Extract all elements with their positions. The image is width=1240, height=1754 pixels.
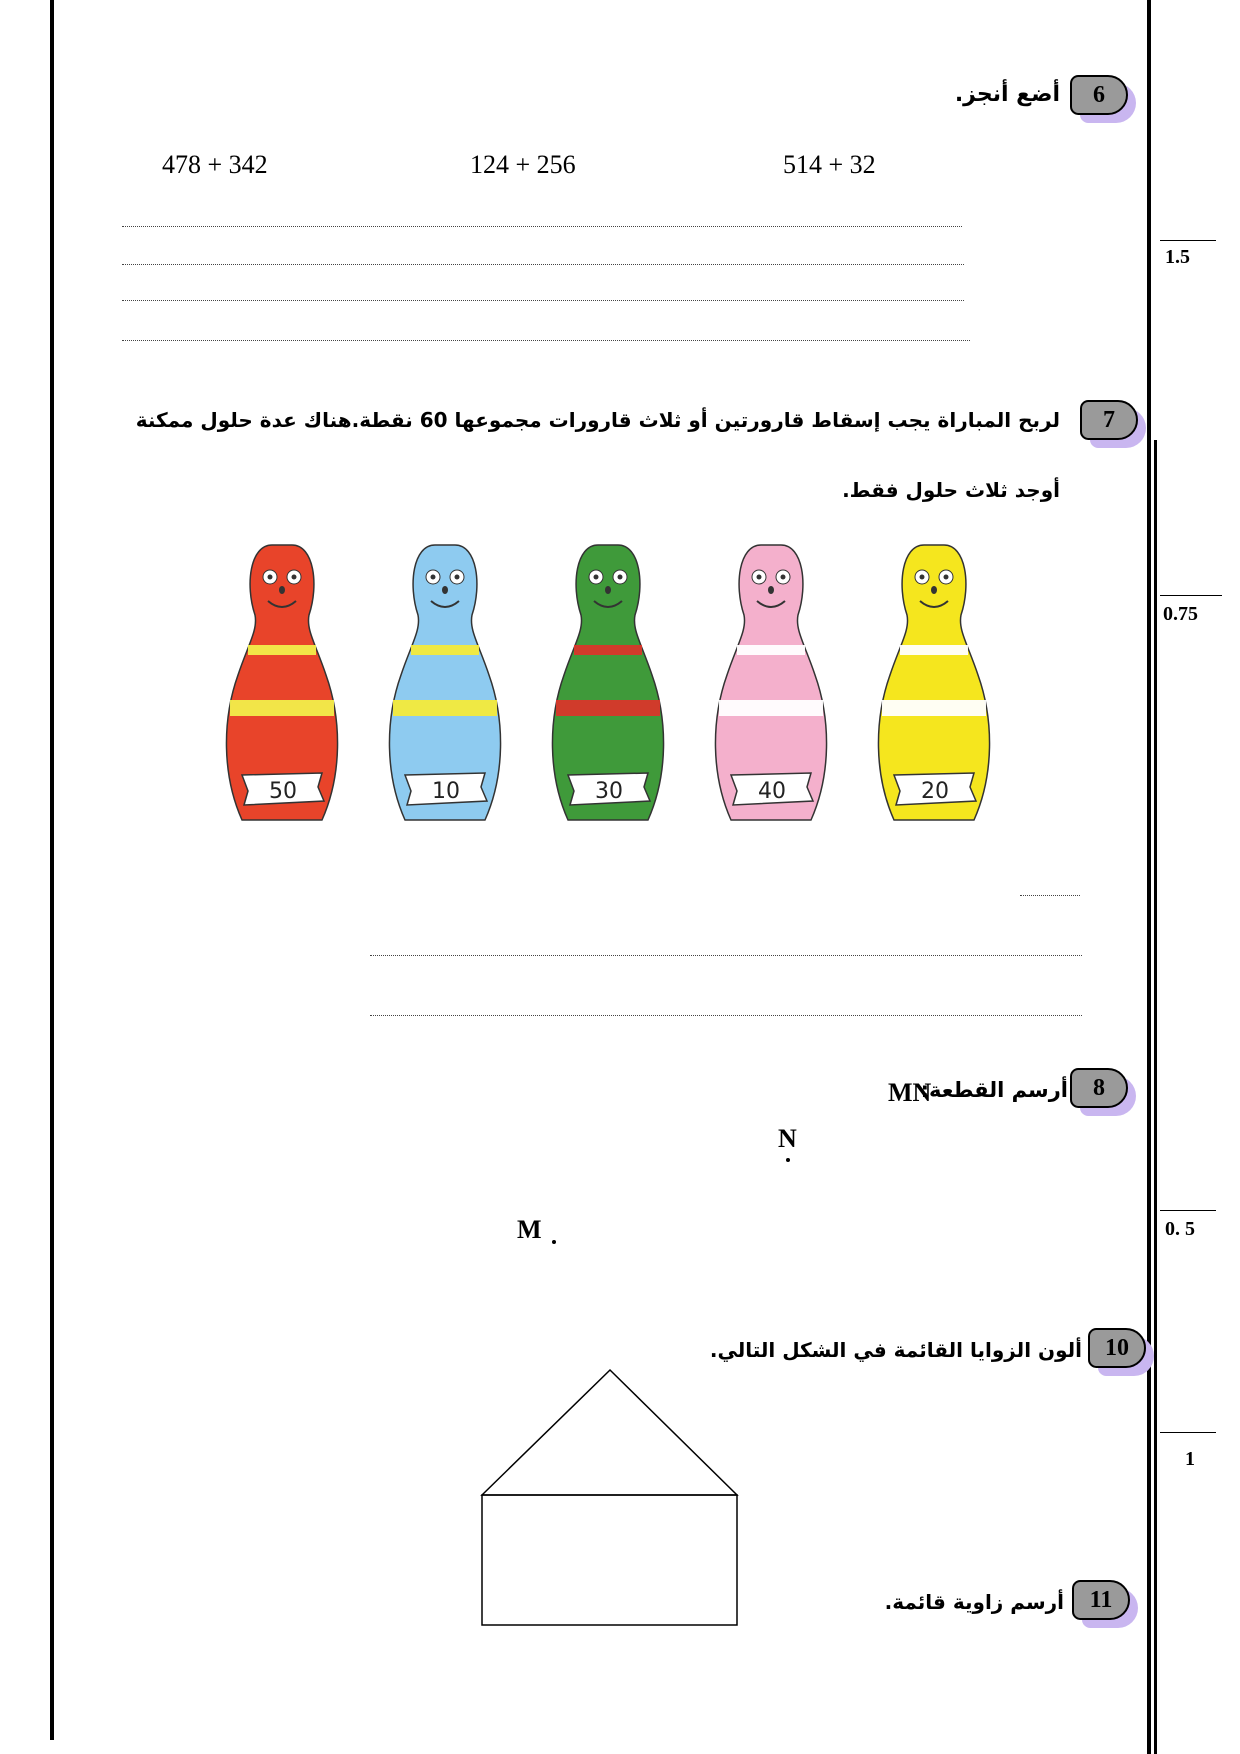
pin-band [882,700,986,716]
pin-pupil [268,575,273,580]
answer-line[interactable] [122,264,964,265]
pin-nose [768,586,774,594]
question-11-instruction: أرسم زاوية قائمة. [884,1590,1064,1614]
operation-2: 124 + 256 [470,150,576,179]
question-11-badge [1072,1580,1138,1626]
question-10-number: 10 [1105,1335,1129,1361]
pin-value: 30 [595,779,623,804]
point-n[interactable] [786,1158,790,1162]
pin-value: 20 [921,779,949,804]
question-8-instruction: أرسم القطعة: [920,1078,1068,1102]
question-11-number: 11 [1089,1587,1113,1613]
bowling-pin [389,545,500,820]
score-q6: 1.5 [1165,246,1190,268]
bowling-pin [878,545,989,820]
pin-nose [442,586,448,594]
question-7-line-2: أوجد ثلاث حلول فقط. [842,478,1060,502]
pin-pupil [757,575,762,580]
answer-line[interactable] [1020,895,1080,896]
point-n-label: N [778,1124,797,1153]
answer-line[interactable] [370,955,1082,956]
score-line [1160,1432,1216,1433]
score-line [1160,595,1222,596]
question-7-badge [1080,400,1146,446]
pin-pupil [781,575,786,580]
question-10-badge [1088,1328,1154,1374]
pin-nose [605,586,611,594]
question-6-number: 6 [1093,82,1105,108]
pin-pupil [944,575,949,580]
pin-nose [279,586,285,594]
bowling-pin [226,545,337,820]
score-q10: 1 [1185,1448,1195,1470]
question-8-badge [1070,1068,1136,1114]
pin-band [411,645,479,655]
pin-pupil [455,575,460,580]
pin-pupil [431,575,436,580]
house-body[interactable] [482,1495,737,1625]
pin-pupil [618,575,623,580]
pin-band [230,700,334,716]
bowling-pins-illustration [210,525,1030,865]
right-margin-line [1147,0,1151,1754]
answer-line[interactable] [122,340,970,341]
house-shape[interactable] [475,1365,745,1635]
question-6-instruction: أضع أنجز. [954,82,1060,107]
score-line [1160,240,1216,241]
operation-1: 478 + 342 [162,150,268,179]
answer-line[interactable] [122,226,962,227]
question-6-badge [1070,75,1136,121]
bowling-pin [552,545,663,820]
pin-band [556,700,660,716]
pin-pupil [594,575,599,580]
pin-value: 40 [758,779,786,804]
pin-value: 10 [432,779,460,804]
question-7-line-1: لربح المباراة يجب إسقاط قارورتين أو ثلاث قارورات مجموعها 60 نقطة.هناك عدة حلول ممكنة [135,408,1060,432]
pin-band [248,645,316,655]
answer-line[interactable] [122,300,964,301]
answer-line[interactable] [370,1015,1082,1016]
house-roof[interactable] [482,1370,737,1495]
pin-value: 50 [269,779,297,804]
pin-band [574,645,642,655]
pin-band [719,700,823,716]
pin-band [737,645,805,655]
operation-3: 514 + 32 [783,150,876,179]
score-q7: 0.75 [1163,603,1198,625]
bowling-pin [715,545,826,820]
question-8-number: 8 [1093,1075,1105,1101]
question-10-instruction: ألون الزوايا القائمة في الشكل التالي. [709,1338,1082,1362]
point-m-label: M [517,1215,542,1244]
question-7-number: 7 [1103,407,1115,433]
pin-band [900,645,968,655]
right-margin-line-inner [1154,440,1157,1754]
score-q8: 0. 5 [1165,1218,1195,1240]
score-line [1160,1210,1216,1211]
pin-nose [931,586,937,594]
left-margin-line [50,0,54,1740]
pin-pupil [292,575,297,580]
pin-band [393,700,497,716]
pin-pupil [920,575,925,580]
point-m[interactable] [552,1240,556,1244]
segment-label: MN [888,1078,932,1107]
